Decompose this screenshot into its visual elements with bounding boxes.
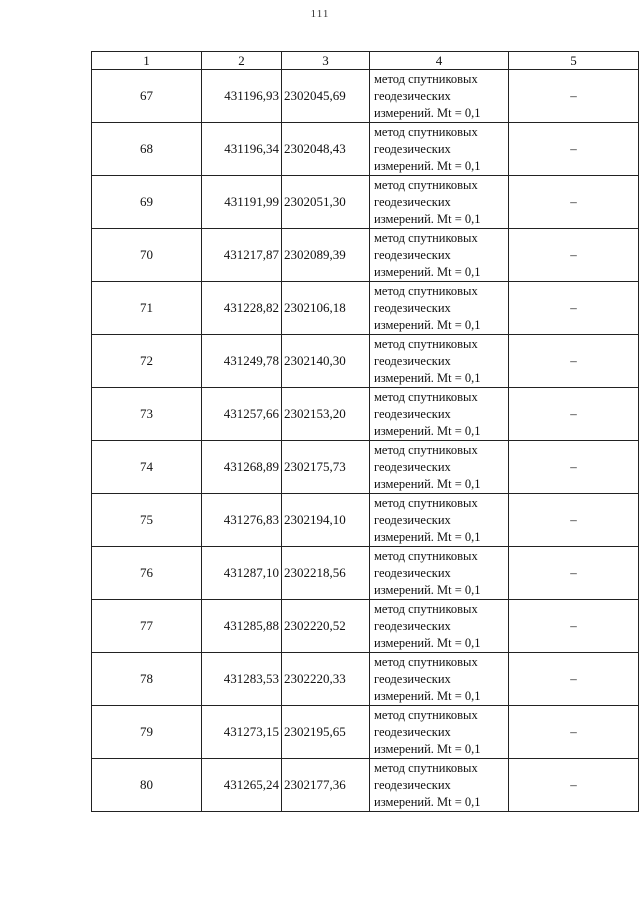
measurement-method: [370, 653, 509, 706]
method-line-3: измерений. Mt = 0,1: [374, 317, 481, 332]
point-number: 73: [92, 388, 202, 441]
table-row: [92, 653, 639, 706]
method-line-3: измерений. Mt = 0,1: [374, 423, 481, 438]
method-line-3: измерений. Mt = 0,1: [374, 158, 481, 173]
table-row: [92, 600, 639, 653]
method-line-2: геодезических: [374, 671, 451, 686]
point-number: 69: [92, 176, 202, 229]
coordinate-x: 431228,82: [202, 282, 282, 335]
measurement-method: [370, 70, 509, 123]
method-line-2: геодезических: [374, 88, 451, 103]
table-row: [92, 229, 639, 282]
coordinate-y: 2302175,73: [282, 441, 370, 494]
method-line-3: измерений. Mt = 0,1: [374, 688, 481, 703]
point-number: 77: [92, 600, 202, 653]
coordinate-y: 2302089,39: [282, 229, 370, 282]
table-row: [92, 547, 639, 600]
dash-mark: –: [509, 706, 639, 759]
coordinate-y: 2302218,56: [282, 547, 370, 600]
method-line-1: метод спутниковых: [374, 707, 478, 722]
point-number: 72: [92, 335, 202, 388]
measurement-method: [370, 706, 509, 759]
column-header-2: 2: [202, 52, 282, 70]
method-line-2: геодезических: [374, 724, 451, 739]
method-line-1: метод спутниковых: [374, 495, 478, 510]
method-line-3: измерений. Mt = 0,1: [374, 370, 481, 385]
dash-mark: –: [509, 335, 639, 388]
method-line-2: геодезических: [374, 512, 451, 527]
coordinate-x: 431249,78: [202, 335, 282, 388]
method-line-2: геодезических: [374, 194, 451, 209]
coordinate-y: 2302140,30: [282, 335, 370, 388]
measurement-method: [370, 494, 509, 547]
point-number: 67: [92, 70, 202, 123]
table-row: [92, 706, 639, 759]
measurement-method: [370, 547, 509, 600]
measurement-method: [370, 441, 509, 494]
measurement-method: [370, 600, 509, 653]
measurement-method: [370, 388, 509, 441]
coordinate-x: 431196,93: [202, 70, 282, 123]
method-line-2: геодезических: [374, 300, 451, 315]
method-line-1: метод спутниковых: [374, 71, 478, 86]
coordinate-x: 431268,89: [202, 441, 282, 494]
coordinate-x: 431196,34: [202, 123, 282, 176]
measurement-method: [370, 759, 509, 812]
coordinate-y: 2302051,30: [282, 176, 370, 229]
table-row: [92, 176, 639, 229]
measurement-method: [370, 176, 509, 229]
measurement-method: [370, 335, 509, 388]
coordinate-y: 2302195,65: [282, 706, 370, 759]
dash-mark: –: [509, 494, 639, 547]
method-line-3: измерений. Mt = 0,1: [374, 211, 481, 226]
point-number: 78: [92, 653, 202, 706]
coordinate-x: 431287,10: [202, 547, 282, 600]
coordinate-y: 2302106,18: [282, 282, 370, 335]
method-line-3: измерений. Mt = 0,1: [374, 105, 481, 120]
method-line-2: геодезических: [374, 777, 451, 792]
method-line-1: метод спутниковых: [374, 124, 478, 139]
table-row: [92, 70, 639, 123]
dash-mark: –: [509, 176, 639, 229]
point-number: 80: [92, 759, 202, 812]
dash-mark: –: [509, 282, 639, 335]
coordinate-y: 2302045,69: [282, 70, 370, 123]
method-line-1: метод спутниковых: [374, 654, 478, 669]
measurement-method: [370, 123, 509, 176]
coordinate-y: 2302220,33: [282, 653, 370, 706]
point-number: 79: [92, 706, 202, 759]
method-line-2: геодезических: [374, 247, 451, 262]
table-row: [92, 123, 639, 176]
method-line-1: метод спутниковых: [374, 760, 478, 775]
coordinate-x: 431257,66: [202, 388, 282, 441]
dash-mark: –: [509, 441, 639, 494]
coordinate-y: 2302194,10: [282, 494, 370, 547]
method-line-2: геодезических: [374, 406, 451, 421]
dash-mark: –: [509, 388, 639, 441]
dash-mark: –: [509, 229, 639, 282]
dash-mark: –: [509, 759, 639, 812]
coordinate-y: 2302177,36: [282, 759, 370, 812]
table-header-row: [92, 52, 639, 70]
column-header-1: 1: [92, 52, 202, 70]
table-row: [92, 335, 639, 388]
point-number: 74: [92, 441, 202, 494]
method-line-3: измерений. Mt = 0,1: [374, 582, 481, 597]
dash-mark: –: [509, 600, 639, 653]
measurement-method: [370, 282, 509, 335]
coordinates-table: [91, 51, 639, 812]
point-number: 75: [92, 494, 202, 547]
coordinate-y: 2302153,20: [282, 388, 370, 441]
method-line-2: геодезических: [374, 618, 451, 633]
coordinate-x: 431283,53: [202, 653, 282, 706]
coordinate-x: 431191,99: [202, 176, 282, 229]
table-row: [92, 388, 639, 441]
method-line-1: метод спутниковых: [374, 601, 478, 616]
method-line-2: геодезических: [374, 353, 451, 368]
column-header-5: 5: [509, 52, 639, 70]
method-line-3: измерений. Mt = 0,1: [374, 529, 481, 544]
measurement-method: [370, 229, 509, 282]
method-line-3: измерений. Mt = 0,1: [374, 741, 481, 756]
method-line-2: геодезических: [374, 141, 451, 156]
table-row: [92, 759, 639, 812]
coordinate-x: 431217,87: [202, 229, 282, 282]
point-number: 71: [92, 282, 202, 335]
method-line-3: измерений. Mt = 0,1: [374, 635, 481, 650]
point-number: 68: [92, 123, 202, 176]
coordinate-x: 431285,88: [202, 600, 282, 653]
method-line-1: метод спутниковых: [374, 177, 478, 192]
point-number: 70: [92, 229, 202, 282]
dash-mark: –: [509, 653, 639, 706]
point-number: 76: [92, 547, 202, 600]
dash-mark: –: [509, 547, 639, 600]
coordinate-y: 2302048,43: [282, 123, 370, 176]
method-line-3: измерений. Mt = 0,1: [374, 264, 481, 279]
method-line-2: геодезических: [374, 565, 451, 580]
method-line-1: метод спутниковых: [374, 283, 478, 298]
page-number: 111: [310, 8, 330, 20]
method-line-3: измерений. Mt = 0,1: [374, 476, 481, 491]
method-line-1: метод спутниковых: [374, 230, 478, 245]
coordinate-x: 431273,15: [202, 706, 282, 759]
column-header-4: 4: [370, 52, 509, 70]
table-row: [92, 494, 639, 547]
coordinate-x: 431265,24: [202, 759, 282, 812]
coordinate-x: 431276,83: [202, 494, 282, 547]
method-line-1: метод спутниковых: [374, 442, 478, 457]
table-row: [92, 282, 639, 335]
table-row: [92, 441, 639, 494]
dash-mark: –: [509, 123, 639, 176]
coordinate-y: 2302220,52: [282, 600, 370, 653]
method-line-1: метод спутниковых: [374, 548, 478, 563]
dash-mark: –: [509, 70, 639, 123]
method-line-1: метод спутниковых: [374, 389, 478, 404]
method-line-3: измерений. Mt = 0,1: [374, 794, 481, 809]
column-header-3: 3: [282, 52, 370, 70]
method-line-2: геодезических: [374, 459, 451, 474]
method-line-1: метод спутниковых: [374, 336, 478, 351]
